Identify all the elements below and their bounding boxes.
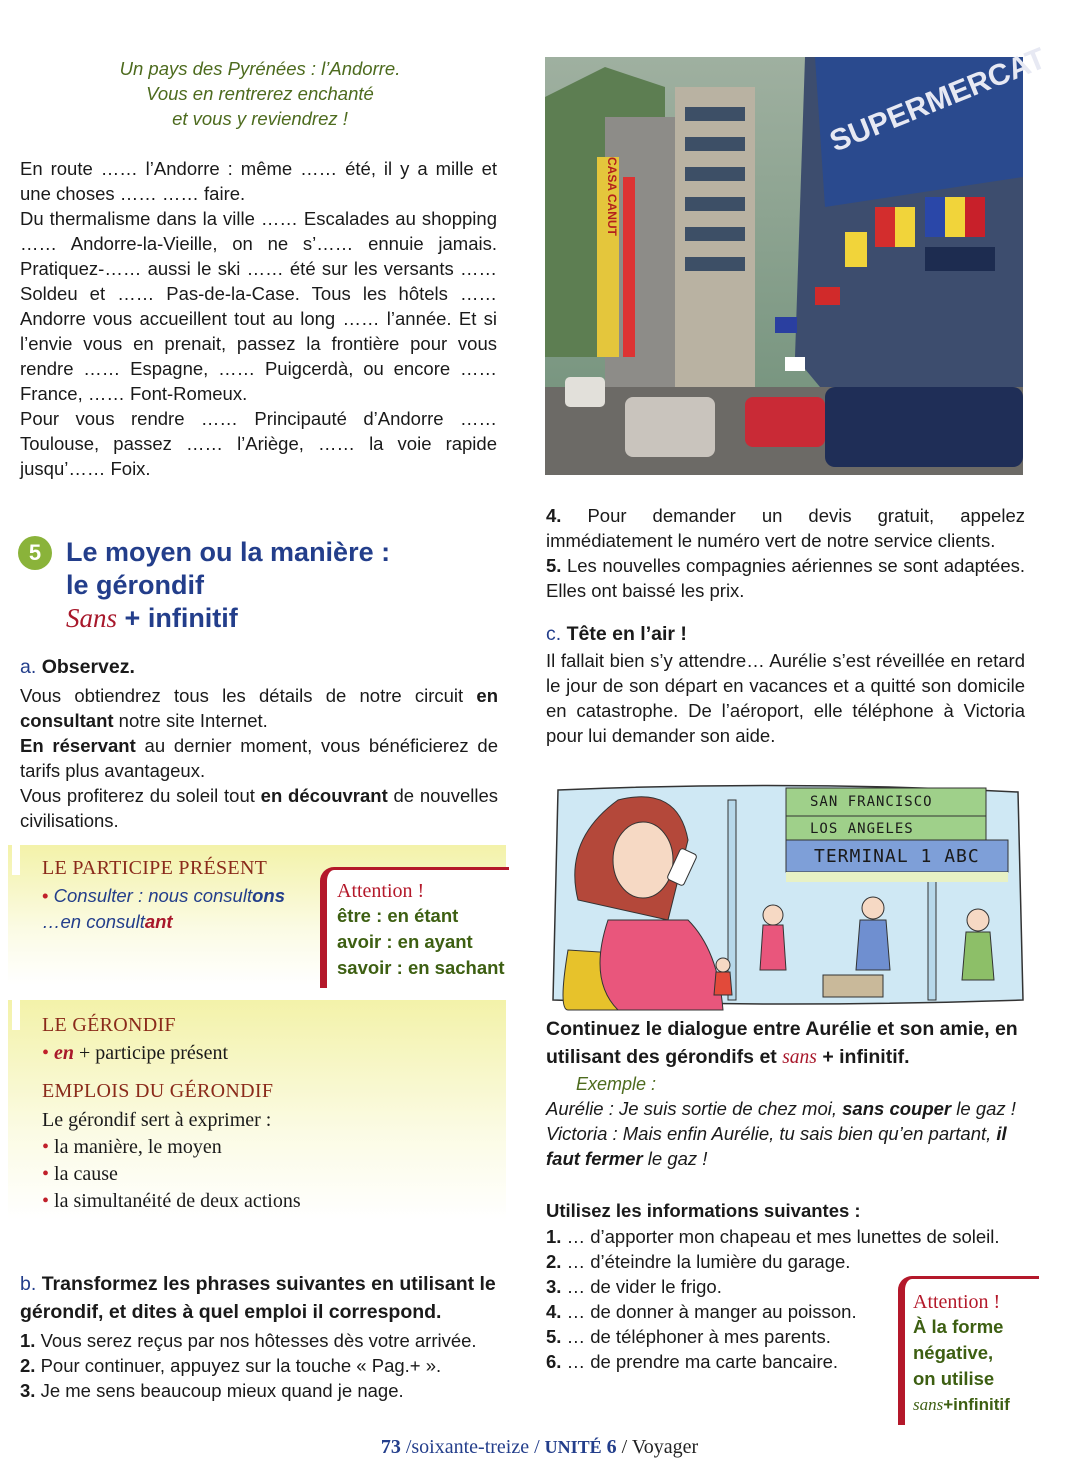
- item-text: Les nouvelles compagnies aériennes se sont adaptées. Elles ont baissé les prix.: [546, 555, 1026, 601]
- attention-1-line: savoir : en sachant: [337, 957, 505, 978]
- gerondif-formula: [42, 1042, 228, 1065]
- participe-line2-red: ant: [144, 911, 173, 932]
- item-number: 3.: [20, 1380, 36, 1401]
- attention-2-title: Attention !: [913, 1291, 1001, 1313]
- footer-unite: UNITÉ: [544, 1437, 602, 1457]
- attention-1-line: avoir : en ayant: [337, 931, 473, 952]
- item-text: Vous serez reçus par nos hôtesses dès votre arrivée.: [40, 1330, 477, 1351]
- exemple-label: Exemple :: [576, 1074, 657, 1094]
- participe-line1-pre: Consulter : nous consult: [53, 885, 253, 906]
- emplois-item: • la simultanéité de deux actions: [42, 1188, 301, 1215]
- emplois-list: [42, 1107, 301, 1215]
- part-c-letter: c.: [546, 623, 562, 645]
- item-text: Je me sens beaucoup mieux quand je nage.: [40, 1380, 404, 1401]
- bullet-icon: •: [42, 885, 54, 906]
- item-number: 4.: [546, 1301, 562, 1322]
- list-item: [546, 1224, 1026, 1249]
- footer-chapter: / Voyager: [621, 1436, 699, 1458]
- attention-2-last: [913, 1392, 1039, 1418]
- part-b-list: [20, 1328, 500, 1403]
- dialogue-line1-bold: sans couper: [842, 1098, 952, 1119]
- part-a-s2-post: au dernier moment, vous bénéficierez de tarifs plus avantageux.: [20, 735, 498, 781]
- emplois-intro: Le gérondif sert à exprimer :: [42, 1109, 272, 1131]
- part-a-s3-pre: Vous profiterez du soleil tout: [20, 785, 255, 806]
- part-b: [20, 1270, 500, 1403]
- item-number: 6.: [546, 1351, 562, 1372]
- item-number: 5.: [546, 555, 562, 576]
- street-photo: [545, 41, 1051, 475]
- part-c-heading: [546, 623, 1025, 646]
- item-text: … de donner à manger au poisson.: [566, 1301, 857, 1322]
- part-a-text: [20, 683, 498, 833]
- attention-box-2: [898, 1276, 1039, 1425]
- emplois-item: • la manière, le moyen: [42, 1134, 301, 1161]
- attention-box-1: [320, 867, 509, 988]
- airport-illustration-image: [548, 780, 1025, 1010]
- item-text: … d’éteindre la lumière du garage.: [566, 1251, 851, 1272]
- attention-2-line: À la forme: [913, 1316, 1004, 1337]
- infos-heading: Utilisez les informations suivantes :: [546, 1200, 861, 1221]
- emplois-item: • la cause: [42, 1161, 301, 1188]
- sign-terminal: TERMINAL 1 ABC: [814, 846, 980, 867]
- street-photo-image: [545, 41, 1051, 475]
- attention-2-infinitif: +infinitif: [943, 1395, 1010, 1414]
- gerondif-formula-en: en: [54, 1042, 75, 1064]
- intro-paragraph: Du thermalisme dans la ville …… Escalades au shopping …… Andorre-la-Vieille, on ne s’…… ennuie jamais. Pratiquez-…… aussi le ski …… été sur les versants …… Soldeu et …… Pas-de-la-Case. Tous les hôtels …… Andorre vous accueillent tout au long …… l’année. Et si l’envie vous en prenait, passez la frontière pour vous rendre …… Espagne, …… Puigcerdà, ou encore …… France, …… Font-Romeux.: [20, 208, 497, 404]
- item-number: 4.: [546, 505, 562, 526]
- dialogue-line: [546, 1096, 1026, 1121]
- part-a-letter: a.: [20, 656, 37, 678]
- list-item: [546, 503, 1025, 553]
- attention-1-title: Attention !: [337, 880, 425, 902]
- section-number-badge: 5: [18, 536, 52, 570]
- part-b-heading-text: Transformez les phrases suivantes en utilisant le gérondif, et dites à quel emploi il correspond.: [20, 1273, 496, 1323]
- airport-illustration: [548, 780, 1025, 1010]
- footer-page-word: /soixante-treize /: [405, 1436, 540, 1458]
- participe-line1: [42, 885, 285, 907]
- part-a-heading-text: Observez.: [41, 656, 135, 678]
- attention-2-sans: sans: [913, 1395, 944, 1414]
- intro-paragraph: En route …… l’Andorre : même …… été, il y a mille et une choses …… …… faire.: [20, 158, 497, 204]
- section5-title-line3: [66, 602, 486, 635]
- participe-line2: [42, 911, 173, 933]
- bullet-icon: •: [42, 1042, 55, 1064]
- sign-los-angeles: LOS ANGELES: [810, 821, 914, 837]
- box-tab-marker: [12, 845, 20, 875]
- item-number: 2.: [20, 1355, 36, 1376]
- item-number: 1.: [20, 1330, 36, 1351]
- box-tab-marker: [12, 1000, 20, 1030]
- item-text: … d’apporter mon chapeau et mes lunettes de soleil.: [566, 1226, 1000, 1247]
- attention-2-line: on utilise: [913, 1368, 995, 1389]
- part-a-s2-bold: En réservant: [20, 735, 136, 756]
- part-a-s1-post: notre site Internet.: [118, 710, 268, 731]
- attention-2-line: négative,: [913, 1342, 994, 1363]
- participe-present-title: LE PARTICIPE PRÉSENT: [42, 857, 268, 879]
- dialogue-example: [546, 1096, 1026, 1171]
- dialogue-line2-bold: il faut fermer: [546, 1123, 1007, 1169]
- plus-sign: +: [124, 603, 141, 633]
- gerondif-title: LE GÉRONDIF: [42, 1014, 176, 1036]
- part-c: [546, 623, 1025, 748]
- part-a: [20, 656, 498, 833]
- dialogue-line1-post: le gaz !: [956, 1098, 1016, 1119]
- gerondif-box: [8, 1000, 506, 1220]
- item-number: 1.: [546, 1226, 562, 1247]
- item-text: … de téléphoner à mes parents.: [566, 1326, 831, 1347]
- item-number: 5.: [546, 1326, 562, 1347]
- dialogue-section: [546, 1015, 1026, 1171]
- intro-title-line: et vous y reviendrez !: [172, 108, 348, 129]
- intro-paragraph: Pour vous rendre …… Principauté d’Andorre …… Toulouse, passez …… l’Ariège, …… la voie rapide jusqu’…… Foix.: [20, 408, 497, 479]
- photo-sign-casa-canut: CASA CANUT: [605, 157, 619, 236]
- part-c-text: Il fallait bien s’y attendre… Aurélie s’est réveillée en retard le jour de son départ en vacances et a quitté son domicile en catastrophe. De l’aéroport, elle téléphone à Victoria pour lui demander son aide.: [546, 650, 1025, 746]
- part-b-continued: [546, 503, 1025, 603]
- dialogue-line2-post: le gaz !: [647, 1148, 708, 1169]
- section5-title: [66, 536, 486, 635]
- list-item: [20, 1353, 500, 1378]
- dialogue-instr-post: + infinitif.: [822, 1046, 910, 1068]
- item-text: Pour continuer, appuyez sur la touche « Pag.+ ».: [40, 1355, 442, 1376]
- page-footer: [0, 1436, 1079, 1459]
- item-number: 2.: [546, 1251, 562, 1272]
- dialogue-line1-pre: Aurélie : Je suis sortie de chez moi,: [546, 1098, 837, 1119]
- sign-san-francisco: SAN FRANCISCO: [810, 794, 933, 810]
- list-item: [20, 1328, 500, 1353]
- svg-text:SUPERMERCAT: SUPERMERCAT: [825, 41, 1051, 159]
- part-b-heading: [20, 1270, 500, 1326]
- dialogue-line: [546, 1121, 1026, 1171]
- item-number: 3.: [546, 1276, 562, 1297]
- emplois-title: EMPLOIS DU GÉRONDIF: [42, 1080, 274, 1102]
- intro-text: [20, 156, 497, 481]
- dialogue-line2-pre: Victoria : Mais enfin Aurélie, tu sais bien qu’en partant,: [546, 1123, 992, 1144]
- item-text: Pour demander un devis gratuit, appelez immédiatement le numéro vert de notre service clients.: [546, 505, 1025, 551]
- footer-page-number: 73: [380, 1436, 401, 1458]
- sans-word: Sans: [66, 603, 118, 633]
- infinitif-word: infinitif: [147, 603, 238, 633]
- intro-title-line: Vous en rentrerez enchanté: [146, 83, 374, 104]
- part-a-heading: [20, 656, 498, 679]
- part-a-s1-bold: en consultant: [20, 685, 498, 731]
- list-item: [546, 1249, 1026, 1274]
- gerondif-formula-rest: + participe présent: [79, 1042, 229, 1064]
- item-text: … de prendre ma carte bancaire.: [566, 1351, 839, 1372]
- footer-unite-number: 6: [606, 1436, 617, 1458]
- part-a-s3-post: de nouvelles civilisations.: [20, 785, 499, 831]
- intro-title-line: Un pays des Pyrénées : l’Andorre.: [119, 58, 401, 79]
- part-c-heading-text: Tête en l’air !: [566, 623, 687, 645]
- section5-title-line1: Le moyen ou la manière :: [66, 537, 391, 567]
- part-b-letter: b.: [20, 1273, 37, 1295]
- dialogue-instr-pre: Continuez le dialogue entre Aurélie et son amie, en utilisant des gérondifs et: [546, 1018, 1018, 1068]
- section5-title-line2: le gérondif: [66, 570, 205, 600]
- participe-present-box: [8, 845, 506, 985]
- participe-line1-bold: ons: [252, 885, 285, 906]
- list-item: [20, 1378, 500, 1403]
- list-item: [546, 553, 1025, 603]
- participe-line2-pre: …en consult: [42, 911, 145, 932]
- attention-1-line: être : en étant: [337, 905, 459, 926]
- intro-title: [20, 56, 500, 131]
- part-a-s3-bold: en découvrant: [260, 785, 388, 806]
- dialogue-instr-sans: sans: [782, 1047, 817, 1068]
- dialogue-instruction: [546, 1015, 1026, 1072]
- part-a-s1-pre: Vous obtiendrez tous les détails de notre circuit: [20, 685, 464, 706]
- item-text: … de vider le frigo.: [566, 1276, 722, 1297]
